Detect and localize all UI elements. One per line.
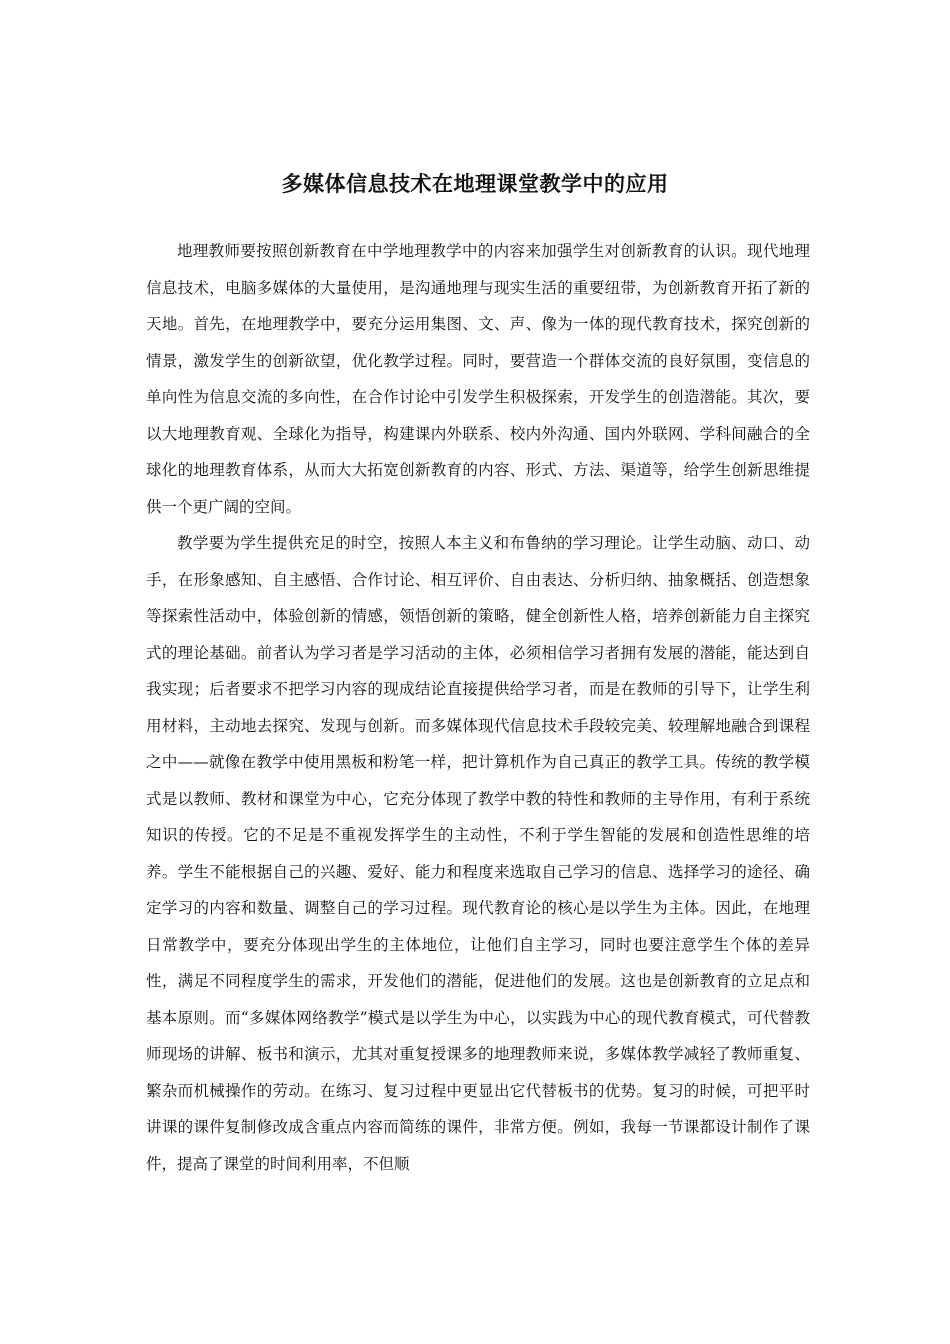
document-body bbox=[146, 233, 810, 1182]
paragraph-2: 教学要为学生提供充足的时空，按照人本主义和布鲁纳的学习理论。让学生动脑、动口、动手，在形象感知、自主感悟、合作讨论、相互评价、自由表达、分析归纳、抽象概括、创造想象等探索性活动中，体验创新的情感，领悟创新的策略，健全创新性人格，培养创新能力自主探究式的理论基础。前者认为学习者是学习活动的主体，必须相信学习者拥有发展的潜能，能达到自我实现；后者要求不把学习内容的现成结论直接提供给学习者，而是在教师的引导下，让学生利用材料，主动地去探究、发现与创新。而多媒体现代信息技术手段较完美、较理解地融合到课程之中——就像在教学中使用黑板和粉笔一样，把计算机作为自己真正的教学工具。传统的教学模式是以教师、教材和课堂为中心，它充分体现了教学中教的特性和教师的主导作用，有利于系统知识的传授。它的不足是不重视发挥学生的主动性，不利于学生智能的发展和创造性思维的培养。学生不能根据自己的兴趣、爱好、能力和程度来选取自己学习的信息、选择学习的途径、确定学习的内容和数量、调整自己的学习过程。现代教育论的核心是以学生为主体。因此，在地理日常教学中，要充分体现出学生的主体地位，让他们自主学习，同时也要注意学生个体的差异性，满足不同程度学生的需求，开发他们的潜能，促进他们的发展。这也是创新教育的立足点和基本原则。而“多媒体网络教学”模式是以学生为中心，以实践为中心的现代教育模式，可代替教师现场的讲解、板书和演示，尤其对重复授课多的地理教师来说，多媒体教学减轻了教师重复、繁杂而机械操作的劳动。在练习、复习过程中更显出它代替板书的优势。复习的时候，可把平时讲课的课件复制修改成含重点内容而简练的课件，非常方便。例如，我每一节课都设计制作了课件，提高了课堂的时间利用率，不但顺 bbox=[146, 534, 810, 1173]
document-title: 多媒体信息技术在地理课堂教学中的应用 bbox=[281, 172, 669, 197]
paragraph-1: 地理教师要按照创新教育在中学地理教学中的内容来加强学生对创新教育的认识。现代地理信息技术，电脑多媒体的大量使用，是沟通地理与现实生活的重要纽带，为创新教育开拓了新的天地。首先，在地理教学中，要充分运用集图、文、声、像为一体的现代教育技术，探究创新的情景，激发学生的创新欲望，优化教学过程。同时，要营造一个群体交流的良好氛围，变信息的单向性为信息交流的多向性，在合作讨论中引发学生积极探索，开发学生的创造潜能。其次，要以大地理教育观、全球化为指导，构建课内外联系、校内外沟通、国内外联网、学科间融合的全球化的地理教育体系，从而大大拓宽创新教育的内容、形式、方法、渠道等，给学生创新思维提供一个更广阔的空间。 bbox=[146, 242, 810, 516]
